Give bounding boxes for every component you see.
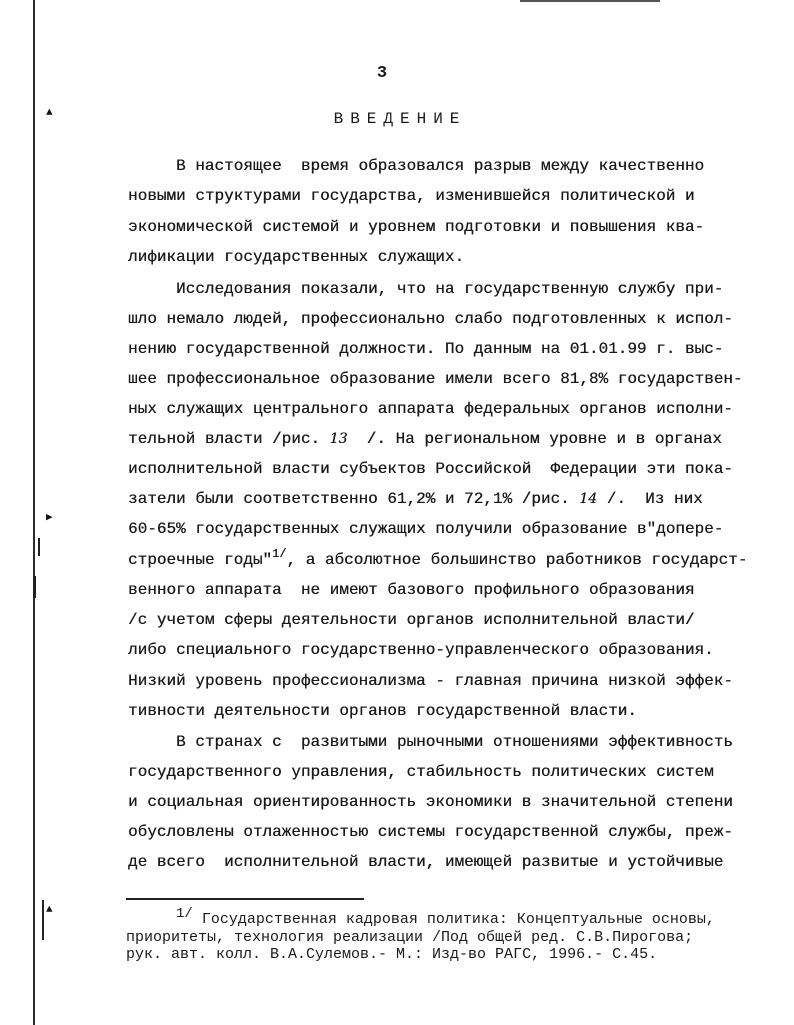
punch-mark-icon: ▲: [46, 904, 53, 916]
text-line: [128, 547, 748, 570]
line-part: /. Из них: [606, 490, 703, 508]
text-line: и социальная ориентированность экономики в значительной степени: [128, 793, 733, 811]
punch-mark-icon: ▲: [46, 107, 53, 119]
text-line: шло немало людей, профессионально слабо подготовленных к испол-: [128, 310, 733, 328]
text-line: тивности деятельности органов государственной власти.: [128, 702, 637, 720]
line-part: /. На региональном уровне и в органах: [366, 430, 722, 448]
line-part: , а абсолютное большинство работников государст-: [286, 551, 748, 569]
line-part: Государственная кадровая политика: Концептуальные основы,: [201, 911, 715, 928]
text-line: новыми структурами государства, изменившейся политической и: [128, 187, 695, 205]
line-part: тельной власти /рис.: [128, 430, 321, 448]
text-line: нению государственной должности. По данным на 01.01.99 г. выс-: [128, 340, 724, 358]
scan-top-line: [520, 0, 660, 2]
text-line: шее профессиональное образование имели всего 81,8% государствен-: [128, 370, 743, 388]
scan-tick: [42, 900, 44, 940]
text-line: /с учетом сферы деятельности органов исполнительной власти/: [128, 611, 695, 629]
scan-margin-line: [33, 0, 35, 1025]
page-heading: ВВЕДЕНИЕ: [333, 110, 467, 128]
text-line: экономической системой и уровнем подготовки и повышения ква-: [128, 218, 705, 236]
text-line: ных служащих центрального аппарата федеральных органов исполни-: [128, 400, 733, 418]
scan-tick: [33, 576, 36, 598]
page-number: 3: [376, 64, 388, 83]
line-part: затели были соответственно 61,2% и 72,1% /рис.: [128, 490, 570, 508]
figure-ref: 14: [579, 491, 598, 507]
footnote-marker: 1/: [272, 547, 287, 561]
text-line: лификации государственных служащих.: [128, 248, 465, 266]
footnote-marker: 1/: [176, 906, 193, 922]
figure-ref: 13: [329, 431, 348, 447]
text-line: Низкий уровень профессионализма - главная причина низкой эффек-: [128, 672, 733, 690]
footnote-line: приоритеты, технология реализации /Под общей ред. С.В.Пирогова;: [126, 929, 694, 946]
text-line: Исследования показали, что на государственную службу при-: [176, 280, 724, 298]
footnote-line: рук. авт. колл. В.А.Сулемов.- М.: Изд-во РАГС, 1996.- С.45.: [126, 946, 658, 963]
punch-mark-icon: ▶: [46, 512, 53, 524]
scan-tick: [38, 538, 40, 556]
text-line: [128, 429, 722, 449]
footnote-divider: [126, 898, 364, 900]
footnote-line: [176, 906, 715, 928]
text-line: В странах с развитыми рыночными отношениями эффективность: [176, 733, 733, 751]
text-line: венного аппарата не имеют базового профильного образования: [128, 581, 695, 599]
text-line: либо специального государственно-управленческого образования.: [128, 641, 714, 659]
text-line: обусловлены отлаженностью системы государственной службы, преж-: [128, 823, 733, 841]
text-line: В настоящее время образовался разрыв между качественно: [176, 157, 705, 175]
text-line: государственного управления, стабильность политических систем: [128, 763, 714, 781]
text-line: де всего исполнительной власти, имеющей развитые и устойчивые: [128, 853, 724, 871]
text-line: исполнительной власти субъектов Российской Федерации эти пока-: [128, 460, 733, 478]
text-line: [128, 489, 703, 509]
text-line: 60-65% государственных служащих получили образование в"допере-: [128, 520, 724, 538]
line-part: строечные годы": [128, 551, 273, 569]
